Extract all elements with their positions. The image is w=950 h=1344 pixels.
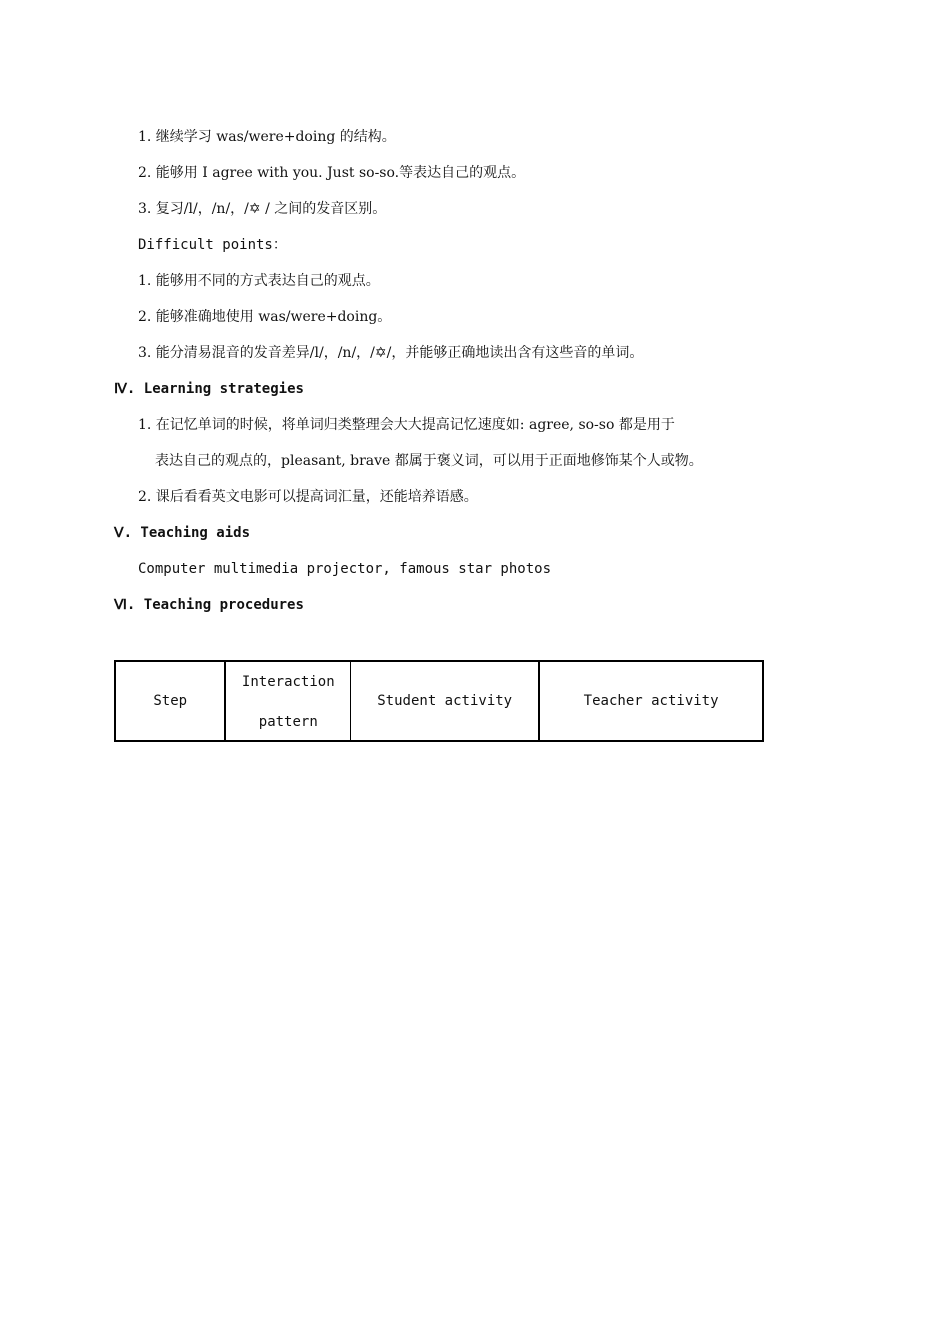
strategy-2: 2. 课后看看英文电影可以提高词汇量，还能培养语感。 (138, 489, 478, 505)
difficult-point-2: 2. 能够准确地使用 was/were+doing。 (138, 309, 392, 325)
section-heading-teaching-aids: Ⅴ. Teaching aids (114, 525, 251, 541)
difficult-points-label: Difficult points： (138, 237, 287, 253)
header-interaction-pattern (225, 661, 350, 741)
section-heading-teaching-procedures: Ⅵ. Teaching procedures (114, 597, 304, 613)
key-point-3: 3. 复习/l/，/n/，/✡ / 之间的发音区别。 (138, 201, 387, 217)
header-step: Step (115, 661, 225, 741)
difficult-point-1: 1. 能够用不同的方式表达自己的观点。 (138, 273, 380, 289)
teaching-aids-text: Computer multimedia projector, famous star photos (138, 561, 552, 577)
header-teacher-activity: Teacher activity (539, 661, 763, 741)
header-interaction-line1: Interaction (241, 674, 335, 690)
strategy-1-continued: 表达自己的观点的，pleasant, brave 都属于褒义词，可以用于正面地修饰某个人或物。 (155, 453, 703, 469)
procedures-table (114, 660, 764, 742)
key-point-1: 1. 继续学习 was/were+doing 的结构。 (138, 129, 396, 145)
section-heading-learning-strategies: Ⅳ. Learning strategies (114, 381, 304, 397)
table-header-row (115, 661, 763, 741)
strategy-1: 1. 在记忆单词的时候，将单词归类整理会大大提高记忆速度如: agree, so-so 都是用于 (138, 417, 675, 433)
header-student-activity: Student activity (351, 661, 540, 741)
key-point-2: 2. 能够用 I agree with you. Just so-so.等表达自己的观点。 (138, 165, 526, 181)
header-interaction-line2: pattern (258, 714, 318, 730)
difficult-point-3: 3. 能分清易混音的发音差异/l/，/n/，/✡/，并能够正确地读出含有这些音的单词。 (138, 345, 644, 361)
